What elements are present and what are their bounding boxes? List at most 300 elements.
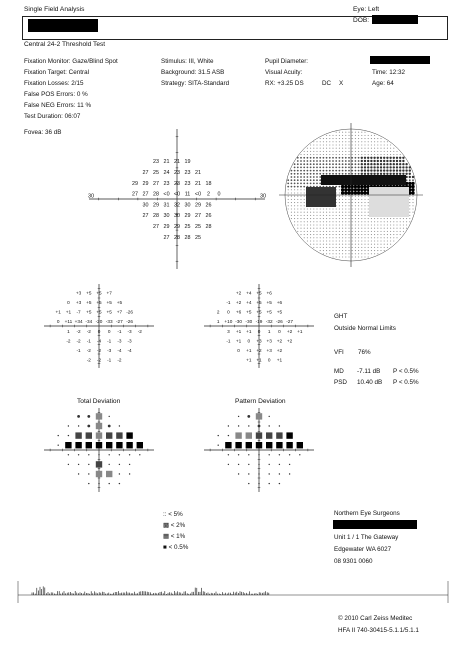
total-deviation-value: +7: [106, 290, 112, 296]
gray-dot: [310, 173, 312, 175]
pattern-deviation-sym-normal: [238, 464, 239, 465]
gray-dot: [326, 157, 328, 159]
gray-dot: [332, 256, 333, 257]
gray-dot: [297, 179, 299, 181]
gray-dot: [393, 221, 394, 222]
total-deviation-sym-solid: [106, 442, 112, 448]
gray-dot: [355, 247, 356, 248]
practice-line1: Unit 1 / 1 The Gateway: [334, 534, 399, 541]
threshold-value: 21: [163, 159, 170, 166]
gray-dot: [342, 215, 343, 216]
gray-dot: [348, 157, 350, 159]
gray-dot: [307, 237, 308, 238]
gray-dot: [406, 221, 407, 222]
gray-dot: [377, 237, 378, 238]
total-deviation-sym-normal: [119, 454, 120, 455]
gray-dot: [339, 221, 340, 222]
pattern-deviation-sym-normal: [269, 473, 270, 474]
gray-dot: [329, 231, 330, 232]
gray-dot: [358, 144, 359, 145]
gray-dot: [297, 176, 299, 178]
gray-dot: [352, 208, 353, 209]
gray-dot: [323, 253, 324, 254]
gray-dot: [348, 224, 349, 225]
gray-dot: [352, 237, 353, 238]
gray-dot: [364, 148, 365, 149]
total-deviation-sym-solid: [126, 442, 132, 448]
gray-dot: [326, 151, 327, 152]
gray-dot: [307, 154, 308, 155]
gray-dot: [358, 221, 359, 222]
threshold-value: 21: [174, 159, 180, 166]
gray-dot: [307, 208, 308, 209]
gray-dot: [339, 189, 340, 190]
gray-dot: [307, 228, 308, 229]
gray-dot: [358, 148, 359, 149]
gray-dot: [389, 169, 391, 171]
gray-dot: [368, 135, 369, 136]
threshold-value: 27: [153, 180, 159, 187]
gray-dot: [313, 179, 315, 181]
gray-dot: [313, 154, 314, 155]
pattern-deviation-value: -30: [245, 319, 253, 325]
gray-dot: [358, 253, 359, 254]
gray-dot: [339, 138, 340, 139]
strategy: Strategy: SITA-Standard: [161, 80, 230, 87]
gray-dot: [384, 218, 385, 219]
gray-dot: [358, 256, 359, 257]
gray-dot: [348, 247, 349, 248]
threshold-value: 25: [184, 224, 191, 230]
gray-dot: [345, 173, 347, 175]
gray-dot: [361, 199, 362, 200]
total-deviation-sym-normal: [129, 473, 130, 474]
gray-dot: [332, 224, 333, 225]
total-deviation-title: Total Deviation: [77, 398, 121, 405]
gray-dot: [297, 228, 298, 229]
gray-dot: [320, 237, 321, 238]
gray-dot: [387, 234, 388, 235]
gray-dot: [342, 135, 343, 136]
total-deviation-sym-normal: [88, 454, 89, 455]
gray-dot: [313, 228, 314, 229]
gray-dot: [348, 218, 349, 219]
gray-dot: [341, 185, 344, 188]
total-deviation-sym-normal: [68, 454, 69, 455]
gray-dot: [342, 173, 344, 175]
gray-dot: [399, 157, 401, 159]
gray-dot: [320, 138, 321, 139]
gray-dot: [364, 212, 365, 213]
gray-dot: [316, 247, 317, 248]
gray-dot: [326, 218, 327, 219]
gray-dot: [300, 224, 301, 225]
gray-dot: [303, 167, 305, 169]
gray-dot: [313, 167, 315, 169]
gray-dot: [303, 170, 305, 172]
gray-dot: [345, 160, 347, 162]
gray-dot: [332, 228, 333, 229]
gray-dot: [371, 234, 372, 235]
legend-05: [163, 544, 188, 551]
gray-dot: [310, 176, 312, 178]
gray-dot: [304, 237, 305, 238]
gray-dot: [323, 240, 324, 241]
gray-dot: [396, 151, 397, 152]
gray-dot: [297, 199, 298, 200]
gray-dot: [297, 224, 298, 225]
pattern-deviation-sym-normal: [248, 425, 249, 426]
gray-dot: [393, 240, 394, 241]
gray-dot: [400, 228, 401, 229]
gray-dot: [361, 148, 362, 149]
total-deviation-sym-light: [96, 432, 102, 438]
gray-dot: [307, 173, 309, 175]
gray-dot: [374, 247, 375, 248]
gray-dot: [383, 166, 385, 168]
gray-dot: [303, 179, 305, 181]
gray-dot: [348, 196, 349, 197]
gray-dot: [412, 179, 414, 181]
gray-dot: [345, 144, 346, 145]
gray-dot: [332, 253, 333, 254]
gray-dot: [323, 224, 324, 225]
gray-dot: [339, 151, 340, 152]
gray-dot: [304, 199, 305, 200]
gray-dot: [304, 192, 305, 193]
gray-dot: [326, 160, 328, 162]
gray-dot: [390, 228, 391, 229]
pattern-deviation-value: +2: [256, 348, 262, 353]
gray-dot: [339, 247, 340, 248]
gray-dot: [297, 167, 299, 169]
gray-dot: [307, 176, 309, 178]
gray-dot: [329, 212, 330, 213]
gray-dot: [380, 151, 381, 152]
gray-dot: [339, 167, 341, 169]
gray-dot: [355, 231, 356, 232]
gray-dot: [336, 151, 337, 152]
gray-dot: [380, 231, 381, 232]
total-deviation-value: +5: [86, 300, 92, 305]
gray-dot: [352, 141, 353, 142]
threshold-value: <0: [173, 191, 181, 198]
pattern-deviation-value: +6: [276, 300, 283, 305]
gray-dot: [341, 188, 344, 191]
gray-dot: [368, 221, 369, 222]
gray-dot: [310, 157, 312, 159]
gray-dot: [411, 188, 414, 191]
gray-dot: [371, 237, 372, 238]
pattern-deviation-sym-normal: [279, 464, 280, 465]
dob-label: DOB:: [353, 17, 370, 24]
gray-dot: [329, 234, 330, 235]
pattern-deviation-sym-normal: [248, 483, 249, 484]
gray-dot: [336, 135, 337, 136]
gray-dot: [390, 224, 391, 225]
gray-dot: [326, 247, 327, 248]
gray-dot: [326, 208, 327, 209]
total-deviation-sym-light: [96, 471, 102, 477]
gray-dot: [368, 253, 369, 254]
total-deviation-sym-normal: [98, 454, 99, 455]
total-deviation-value: -2: [86, 348, 91, 353]
pattern-deviation-sym-normal: [269, 454, 270, 455]
pattern-deviation-value: +5: [256, 300, 262, 305]
gray-dot: [377, 144, 378, 145]
gray-dot: [355, 205, 356, 206]
gray-dot: [348, 202, 349, 203]
gray-dot: [313, 208, 314, 209]
gray-dot: [370, 163, 372, 165]
gray-dot: [323, 218, 324, 219]
gray-dot: [339, 132, 340, 133]
gray-dot: [329, 240, 330, 241]
pattern-deviation-sym-dark: [266, 432, 272, 438]
gray-dot: [361, 154, 362, 155]
gray-dot: [339, 148, 340, 149]
gray-dot: [297, 202, 298, 203]
gray-dot: [323, 173, 325, 175]
gray-dot: [393, 228, 394, 229]
gray-dot: [313, 163, 315, 165]
gray-dot: [345, 240, 346, 241]
gray-dot: [297, 163, 299, 165]
gray-dot: [361, 208, 362, 209]
pattern-deviation-value: 3: [227, 328, 230, 334]
gray-dot: [313, 221, 314, 222]
gray-dot: [364, 169, 366, 171]
gray-dot: [358, 237, 359, 238]
legend-5: [163, 511, 183, 518]
gray-dot: [368, 196, 369, 197]
gray-dot: [368, 212, 369, 213]
gray-dot: [316, 215, 317, 216]
pattern-deviation-value: +2: [235, 300, 242, 305]
gray-dot: [358, 170, 360, 172]
gray-dot: [345, 221, 346, 222]
pattern-deviation-value: +3: [266, 338, 272, 344]
gray-dot: [361, 163, 363, 165]
gray-dot: [323, 170, 325, 172]
gray-dot: [409, 205, 410, 206]
gray-dot: [358, 167, 360, 169]
gray-dot: [358, 218, 359, 219]
gray-dot: [291, 186, 293, 188]
gray-dot: [405, 163, 407, 165]
gray-dot: [345, 132, 346, 133]
gray-dot: [384, 224, 385, 225]
total-deviation-value: +5: [96, 309, 102, 315]
gray-dot: [342, 144, 343, 145]
gray-dot: [326, 253, 327, 254]
gray-dot: [371, 154, 372, 155]
gray-dot: [409, 202, 410, 203]
gray-dot: [316, 183, 318, 185]
gray-dot: [294, 212, 295, 213]
total-deviation-value: -2: [86, 357, 91, 363]
gray-dot: [320, 208, 321, 209]
gray-dot: [368, 237, 369, 238]
gray-dot: [339, 192, 340, 193]
gray-dot: [316, 144, 317, 145]
gray-dot: [384, 221, 385, 222]
gray-dot: [396, 154, 397, 155]
gray-dot: [342, 240, 343, 241]
threshold-value: 32: [174, 202, 180, 209]
pattern-deviation-value: 0: [267, 357, 271, 363]
gray-dot: [339, 231, 340, 232]
gray-dot: [294, 163, 296, 165]
gray-dot: [348, 148, 349, 149]
gray-dot: [287, 183, 289, 185]
total-deviation-value: -4: [127, 348, 132, 353]
total-deviation-value: +5: [106, 300, 112, 305]
gray-dot: [380, 169, 382, 171]
gray-dot: [316, 176, 318, 178]
pattern-deviation-sym-solid: [286, 432, 292, 438]
gray-dot: [380, 157, 382, 159]
gray-dot: [300, 186, 302, 188]
gray-dot: [300, 218, 301, 219]
gray-dot: [361, 166, 363, 168]
gray-dot: [297, 215, 298, 216]
gray-dot: [313, 234, 314, 235]
gray-dot: [364, 141, 365, 142]
gray-dot: [406, 218, 407, 219]
gray-dot: [288, 202, 289, 203]
pattern-deviation-sym-dots: [258, 425, 261, 428]
gray-dot: [348, 221, 349, 222]
gray-dot: [316, 151, 317, 152]
gray-dot: [361, 141, 362, 142]
gray-dot: [294, 189, 295, 190]
gray-dot: [368, 199, 369, 200]
gray-dot: [336, 154, 337, 155]
gray-dot: [399, 166, 401, 168]
gray-dot: [358, 202, 359, 203]
gray-dot: [307, 157, 309, 159]
threshold-value: 23: [163, 180, 170, 187]
pattern-deviation-value: 1: [267, 328, 271, 334]
total-deviation-value: +5: [106, 309, 112, 315]
gray-dot: [371, 144, 372, 145]
gray-dot: [377, 234, 378, 235]
copyright: © 2010 Carl Zeiss Meditec: [338, 615, 413, 622]
gray-dot: [319, 157, 321, 159]
gray-dot: [364, 132, 365, 133]
pattern-deviation-value: +2: [276, 338, 283, 344]
gray-dot: [377, 253, 378, 254]
total-deviation-value: -20: [95, 319, 103, 325]
gray-dot: [352, 144, 353, 145]
gray-dot: [323, 144, 324, 145]
gray-dot: [319, 176, 321, 178]
gray-dot: [300, 221, 301, 222]
gray-dot: [390, 218, 391, 219]
total-deviation-sym-solid: [137, 442, 143, 448]
gray-dot: [320, 144, 321, 145]
gray-dot: [320, 215, 321, 216]
blind-spot-region: [306, 187, 336, 207]
gray-dot: [358, 163, 360, 165]
gray-dot: [348, 208, 349, 209]
fixation-target: Fixation Target: Central: [24, 69, 89, 76]
gray-dot: [384, 231, 385, 232]
gray-dot: [326, 167, 328, 169]
gray-dot: [345, 154, 346, 155]
gray-dot: [387, 244, 388, 245]
gray-dot: [307, 179, 309, 181]
gray-dot: [380, 138, 381, 139]
gray-dot: [313, 237, 314, 238]
gray-dot: [384, 154, 385, 155]
gray-dot: [387, 221, 388, 222]
gray-dot: [345, 234, 346, 235]
gray-dot: [319, 160, 321, 162]
gray-dot: [386, 173, 388, 175]
gray-dot: [329, 244, 330, 245]
gray-dot: [329, 228, 330, 229]
gray-dot: [345, 196, 346, 197]
gray-dot: [355, 244, 356, 245]
gray-dot: [387, 154, 388, 155]
threshold-value: 24: [163, 170, 170, 176]
gray-dot: [357, 185, 360, 188]
gray-dot: [345, 237, 346, 238]
gray-dot: [300, 179, 302, 181]
gray-dot: [297, 218, 298, 219]
gray-dot: [294, 208, 295, 209]
pattern-deviation-value: 0: [227, 309, 230, 315]
gray-dot: [320, 231, 321, 232]
gray-dot: [402, 163, 404, 165]
total-deviation-value: -1: [107, 338, 112, 344]
gray-dot: [360, 185, 363, 188]
gray-dot: [409, 196, 410, 197]
md-label: MD: [334, 368, 344, 375]
total-deviation-sym-light: [96, 423, 102, 429]
gray-dot: [300, 183, 302, 185]
gray-dot: [320, 141, 321, 142]
gray-dot: [342, 237, 343, 238]
gray-dot: [409, 208, 410, 209]
gray-dot: [310, 212, 311, 213]
gray-dot: [316, 179, 318, 181]
gray-dot: [304, 151, 305, 152]
gray-dot: [396, 163, 398, 165]
total-deviation-value: -2: [96, 357, 102, 363]
total-deviation-sym-normal: [78, 473, 79, 474]
total-deviation-sym-normal: [68, 464, 69, 465]
gray-dot: [355, 237, 356, 238]
gray-dot: [361, 173, 363, 175]
total-deviation-sym-normal: [119, 483, 120, 484]
legend-label: < 2%: [170, 522, 186, 529]
gray-dot: [332, 163, 334, 165]
gray-dot: [329, 253, 330, 254]
threshold-value: 27: [195, 213, 201, 220]
gray-dot: [291, 202, 292, 203]
gray-dot: [351, 160, 353, 162]
gray-dot: [355, 138, 356, 139]
gray-dot: [380, 218, 381, 219]
gray-dot: [368, 154, 369, 155]
gray-dot: [361, 231, 362, 232]
gray-dot: [297, 212, 298, 213]
gray-dot: [393, 224, 394, 225]
pattern-deviation-sym-normal: [279, 454, 280, 455]
